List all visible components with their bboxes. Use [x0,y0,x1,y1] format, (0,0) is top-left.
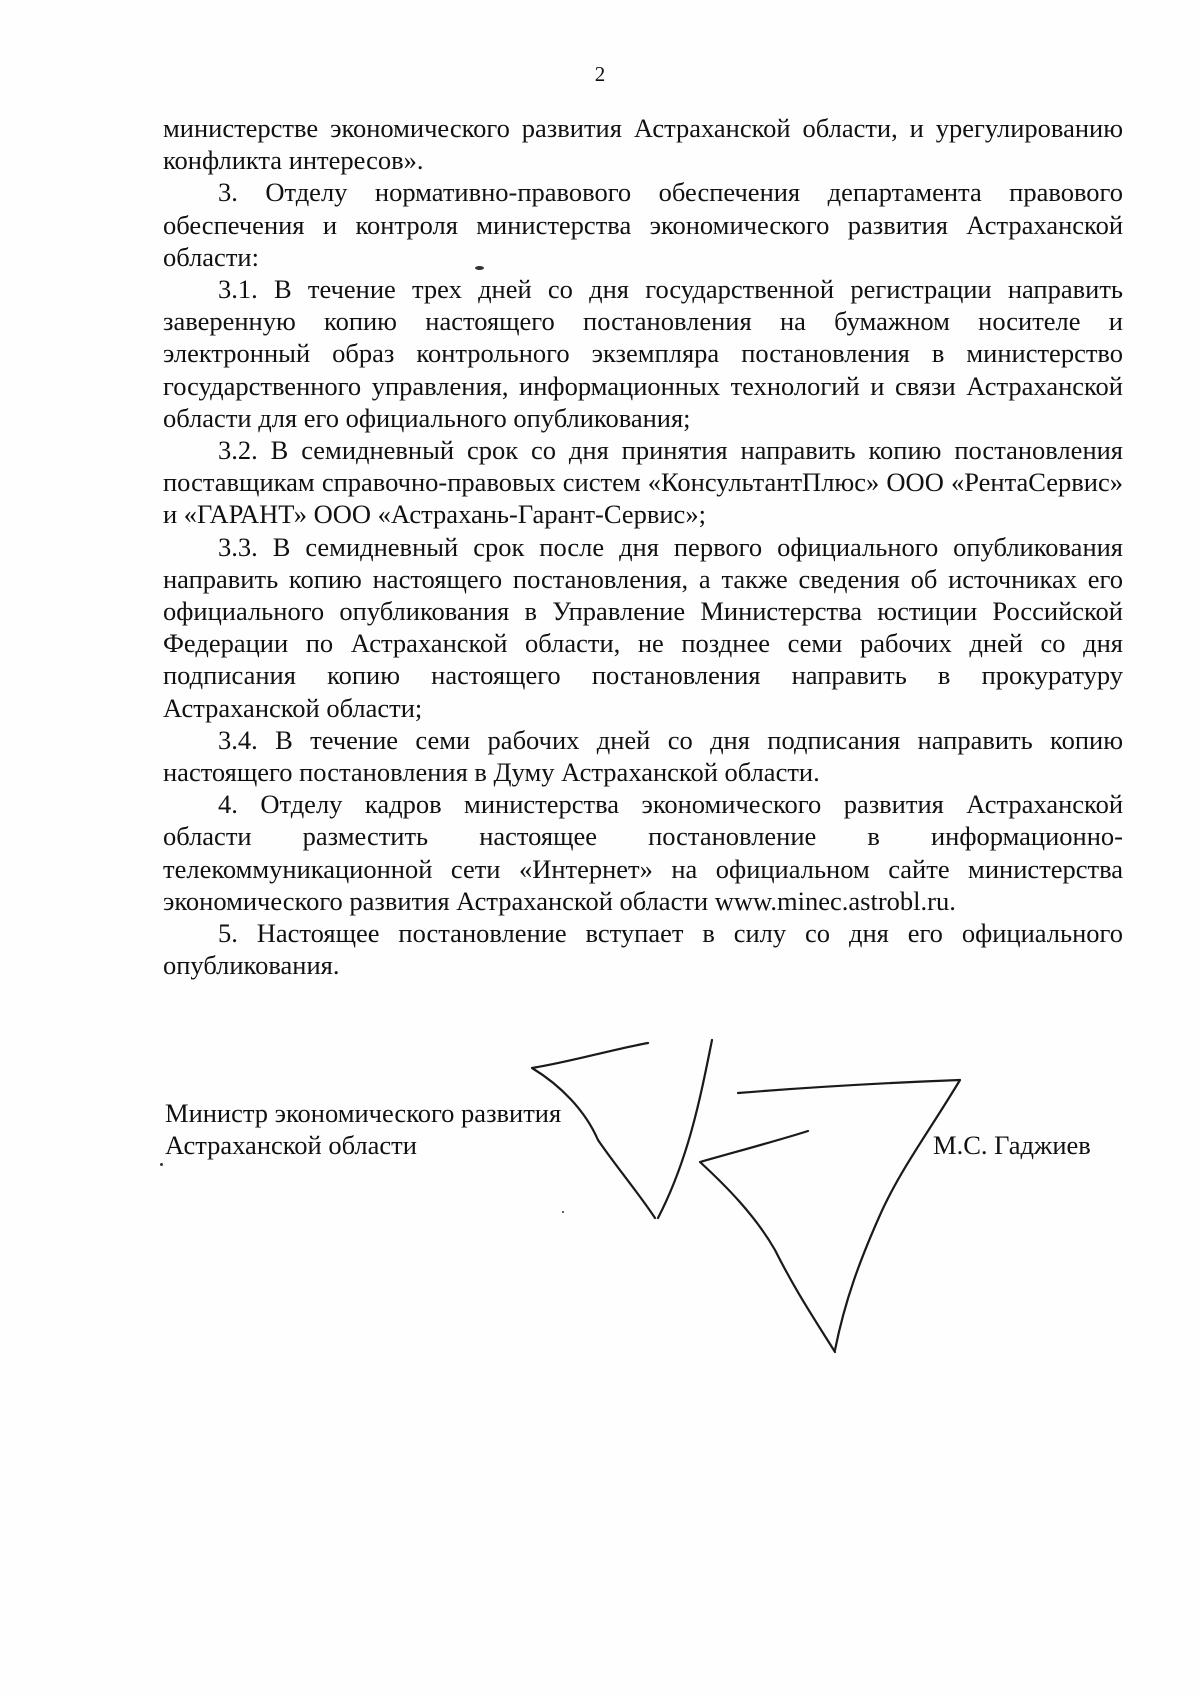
signature-stroke-4 [700,1131,835,1352]
paragraph-3-4: 3.4. В течение семи рабочих дней со дня подписания направить копию настоящего постановления в Думу Астраханской области. [163,724,1123,788]
paragraph-3-1: 3.1. В течение трех дней со дня государственной регистрации направить заверенную копию настоящего постановления на бумажном носителе и электронный образ контрольного экземпляра постановления в министерство государственного управления, информационных технологий и связи Астраханской области для его официального опубликования; [163,274,1123,433]
signatory-title [165,1097,561,1161]
scan-speck [562,1211,564,1213]
paragraph-continuation: министерстве экономического развития Астраханской области, и урегулированию конфликта интересов». [163,113,1123,176]
scan-speck [475,266,484,270]
paragraph-4: 4. Отделу кадров министерства экономического развития Астраханской области разместить настоящее постановление в информационно-телекоммуникационной сети «Интернет» на официальном сайте министерства экономического развития Астраханской области www.minec.astrobl.ru. [163,789,1123,916]
signature-stroke-3 [738,1080,960,1350]
paragraph-5: 5. Настоящее постановление вступает в силу со дня его официального опубликования. [163,918,1123,981]
document-body [163,112,1123,981]
signatory-name: М.С. Гаджиев [933,1130,1091,1160]
signatory-title-line-2: Астраханской области [165,1130,417,1160]
signatory-title-line-1: Министр экономического развития [165,1098,562,1128]
scan-speck [160,1163,163,1166]
page-number: 2 [594,62,606,86]
paragraph-3: 3. Отделу нормативно-правового обеспечения департамента правового обеспечения и контроля министерства экономического развития Астраханской области: [163,177,1123,272]
paragraph-3-3: 3.3. В семидневный срок после дня первого официального опубликования направить копию настоящего постановления, а также сведения об источниках его официального опубликования в Управление Министерства юстиции Российской Федерации по Астраханской области, не позднее семи рабочих дней со дня подписания копию настоящего постановления направить в прокуратуру Астраханской области; [163,531,1123,723]
signature-stroke-2 [658,1040,712,1218]
paragraph-3-2: 3.2. В семидневный срок со дня принятия направить копию постановления поставщикам справочно-правовых систем «КонсультантПлюс» ООО «РентаСервис» и «ГАРАНТ» ООО «Астрахань-Гарант-Сервис»; [163,435,1123,530]
